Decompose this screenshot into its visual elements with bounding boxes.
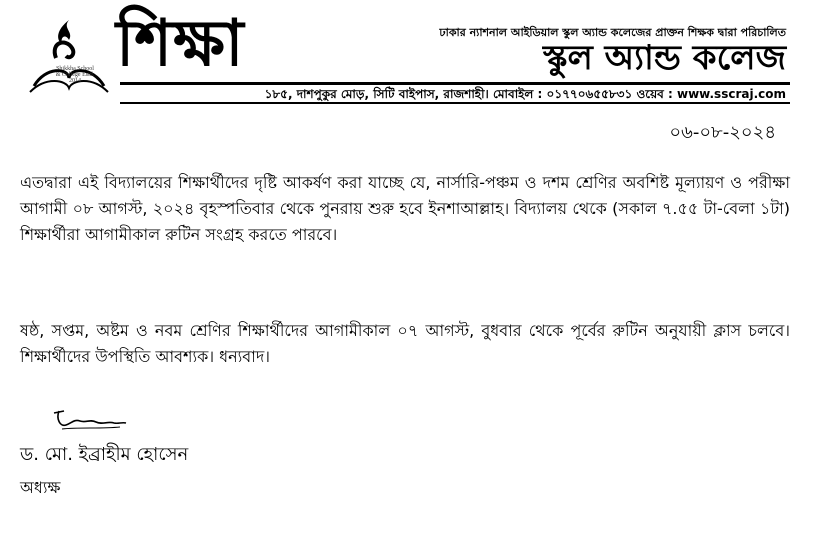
paragraph-text: ষষ্ঠ, সপ্তম, অষ্টম ও নবম শ্রেণির শিক্ষার্থীদের আগামীকাল ০৭ আগস্ট, বুধবার থেকে পূর্বের রুটিন অনুযায়ী ক্লাস চলবে। শিক্ষার্থীদের উপস্থিতি আবশ্যক। ধন্যবাদ। xyxy=(20,321,790,366)
logo-caption: Shikkha School & College Estd. 2014 xyxy=(55,66,95,84)
notice-date: ০৬-০৮-২০২৪ xyxy=(669,122,776,143)
school-name: স্কুল অ্যান্ড কলেজ xyxy=(542,38,786,78)
signatory-name: ড. মো. ইব্রাহীম হোসেন xyxy=(20,444,189,465)
notice-paragraph-2 xyxy=(20,318,790,370)
book-flame-logo-icon xyxy=(26,14,112,100)
brand-wordmark: শিক্ষা xyxy=(116,7,245,81)
header-rule xyxy=(120,82,790,85)
paragraph-text: এতদ্বারা এই বিদ্যালয়ের শিক্ষার্থীদের দৃষ্টি আকর্ষণ করা যাচ্ছে যে, নার্সারি-পঞ্চম ও দশম শ্রেণির অবশিষ্ট মূল্যায়ণ ও পরীক্ষা আগামী ০৮ আগস্ট, ২০২৪ বৃহস্পতিবার থেকে পুনরায় শুরু হবে ইনশাআল্লাহ। বিদ্যালয় থেকে (সকাল ৭.৫৫ টা-বেলা ১টা) শিক্ষার্থীরা আগামীকাল রুটিন সংগ্রহ করতে পারবে। xyxy=(20,173,790,244)
tagline: ঢাকার ন্যাশনাল আইডিয়াল স্কুল অ্যান্ড কলেজের প্রাক্তন শিক্ষক দ্বারা পরিচালিত xyxy=(439,26,786,39)
header-rule-bottom xyxy=(120,102,790,104)
signatory-title: অধ্যক্ষ xyxy=(20,478,61,497)
letterhead xyxy=(24,7,790,102)
notice-paragraph-1 xyxy=(20,170,790,248)
signature-mark xyxy=(50,405,130,435)
address-line: ১৮৫, দাশপুকুর মোড়, সিটি বাইপাস, রাজশাহী। মোবাইল : ০১৭৭০৬৫৫৮৩১ ওয়েব : www.sscraj.com xyxy=(264,87,786,101)
